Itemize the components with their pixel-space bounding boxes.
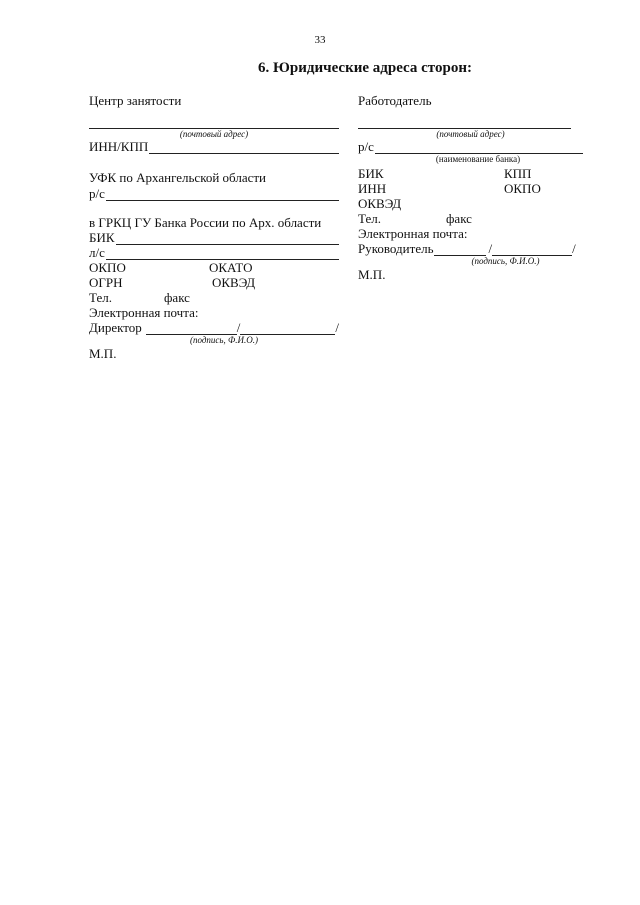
section-title: 6. Юридические адреса сторон: [258, 60, 472, 76]
right-tel-label: Тел. [358, 211, 381, 226]
right-fio-blank[interactable] [492, 243, 572, 256]
left-sig-slash: / [236, 320, 241, 335]
left-grkc: в ГРКЦ ГУ Банка России по Арх. области [89, 215, 322, 230]
left-fax-label: факс [164, 290, 190, 305]
left-rs-field[interactable] [89, 186, 339, 201]
left-signature-blank[interactable] [146, 322, 237, 335]
right-email-label: Электронная почта: [358, 226, 468, 241]
left-ufk: УФК по Архангельской области [89, 170, 267, 185]
left-ogrn-label: ОГРН [89, 275, 123, 290]
right-fax-label: факс [446, 211, 472, 226]
left-director-signature[interactable] [89, 320, 339, 335]
right-signature-blank[interactable] [434, 243, 486, 256]
employment-center-column [89, 93, 339, 361]
right-kpp-label: КПП [504, 166, 532, 181]
left-sig-caption: (подпись, Ф.И.О.) [189, 335, 258, 345]
right-sig-slash: / [488, 241, 493, 256]
left-okpo-label: ОКПО [89, 260, 126, 275]
left-sig-slash-end: / [335, 320, 339, 335]
right-bik-label: БИК [358, 166, 384, 181]
page-number: 33 [314, 34, 326, 46]
right-okpo-label: ОКПО [504, 181, 541, 196]
right-rs-label: р/с [358, 139, 374, 154]
left-mp: М.П. [89, 346, 117, 361]
right-bank-caption: (наименование банка) [435, 154, 521, 164]
left-inn-kpp-field[interactable] [89, 139, 339, 154]
left-postal-address-line[interactable] [89, 114, 339, 129]
right-okved-label: ОКВЭД [358, 196, 402, 211]
right-rs-field[interactable] [358, 139, 583, 154]
right-postal-address-line[interactable] [358, 114, 571, 129]
left-bik-field[interactable] [89, 230, 339, 245]
left-director-label: Директор [89, 320, 142, 335]
right-head-signature[interactable] [358, 241, 583, 256]
left-okato-label: ОКАТО [209, 260, 253, 275]
left-ls-label: л/с [89, 245, 105, 260]
right-sig-caption: (подпись, Ф.И.О.) [471, 256, 540, 266]
left-tel-label: Тел. [89, 290, 112, 305]
right-inn-label: ИНН [358, 181, 387, 196]
left-email-label: Электронная почта: [89, 305, 199, 320]
right-head-label: Руководитель [358, 241, 434, 256]
left-postal-caption: (почтовый адрес) [179, 129, 249, 139]
left-inn-kpp-label: ИНН/КПП [89, 139, 149, 154]
left-fio-blank[interactable] [240, 322, 335, 335]
right-postal-caption: (почтовый адрес) [436, 129, 505, 139]
left-ls-field[interactable] [89, 245, 339, 260]
right-mp: М.П. [358, 267, 386, 282]
left-bik-label: БИК [89, 230, 115, 245]
right-heading: Работодатель [358, 93, 432, 108]
employer-column [358, 93, 583, 282]
right-sig-slash-end: / [572, 241, 576, 256]
left-rs-label: р/с [89, 186, 105, 201]
left-heading: Центр занятости [89, 93, 182, 108]
left-okved-label: ОКВЭД [212, 275, 256, 290]
